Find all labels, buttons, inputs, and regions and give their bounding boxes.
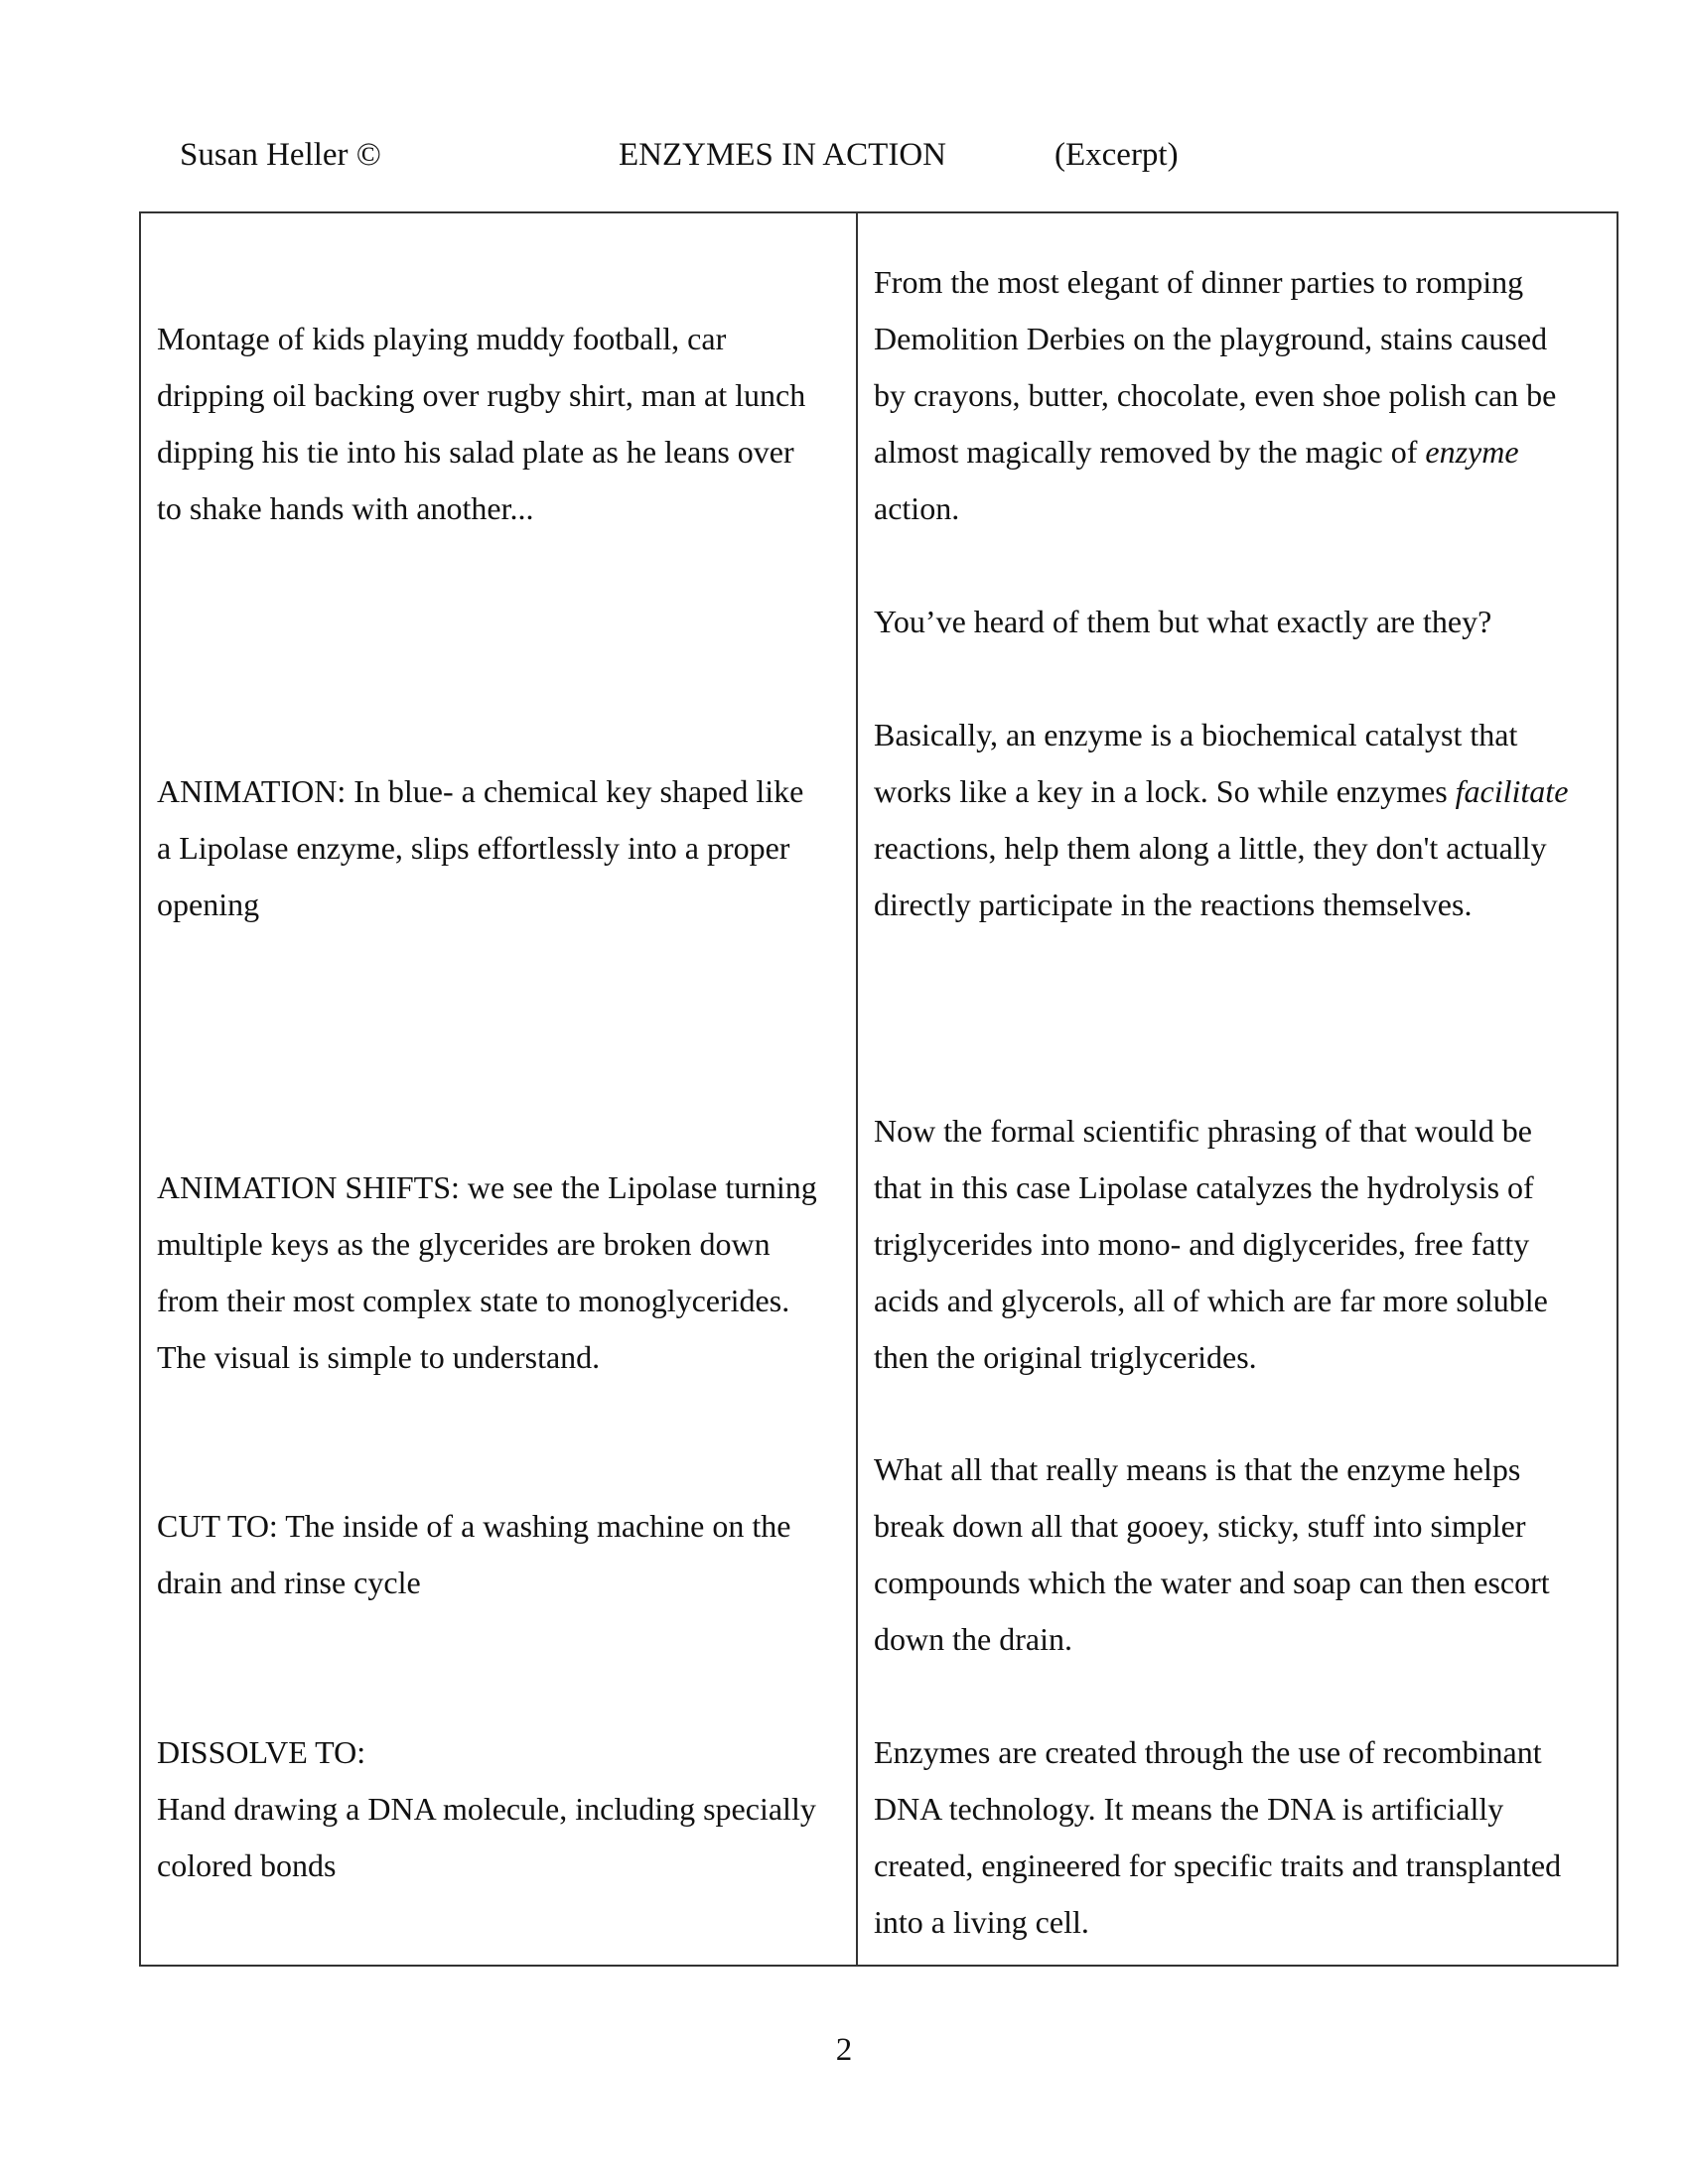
header-author: Susan Heller © [180, 137, 381, 173]
narration-intro: From the most elegant of dinner parties to romping Demolition Derbies on the playground, stains caused by crayons, butter, chocolate, even shoe polish can be almost magically removed by the magic of enzyme action. [874, 264, 1557, 526]
visual-cue-dissolve-to: DISSOLVE TO: Hand drawing a DNA molecule, including specially colored bonds [157, 1734, 816, 1883]
narration-scientific: Now the formal scientific phrasing of that would be that in this case Lipolase catalyzes the hydrolysis of triglycerides into mono- and diglycerides, free fatty acids and glycerols, all of which are far more soluble then the original triglycerides. [874, 1113, 1548, 1375]
visual-cue-animation: ANIMATION: In blue- a chemical key shaped like a Lipolase enzyme, slips effortlessly into a proper opening [157, 773, 804, 922]
narration-meaning: What all that really means is that the enzyme helps break down all that gooey, sticky, stuff into simpler compounds which the water and soap can then escort down the drain. [874, 1451, 1550, 1657]
script-table [139, 211, 1618, 1967]
column-divider [856, 213, 858, 1965]
visual-cue-cut-to: CUT TO: The inside of a washing machine on the drain and rinse cycle [157, 1508, 791, 1600]
page-number: 2 [835, 2032, 853, 2068]
narration-recombinant-dna: Enzymes are created through the use of recombinant DNA technology. It means the DNA is artificially created, engineered for specific traits and transplanted into a living cell. [874, 1734, 1562, 1940]
header-title: ENZYMES IN ACTION [619, 137, 946, 173]
narration-definition: Basically, an enzyme is a biochemical catalyst that works like a key in a lock. So while enzymes facilitate reactions, help them along a little, they don't actually directly participate in the reactions themselves. [874, 717, 1569, 922]
emphasis-facilitate: facilitate [1455, 773, 1569, 809]
emphasis-enzyme: enzyme [1425, 434, 1519, 470]
visual-cue-montage: Montage of kids playing muddy football, car dripping oil backing over rugby shirt, man at lunch dipping his tie into his salad plate as he leans over to shake hands with another... [157, 321, 806, 526]
visual-cue-animation-shifts: ANIMATION SHIFTS: we see the Lipolase turning multiple keys as the glycerides are broken down from their most complex state to monoglycerides. The visual is simple to understand. [157, 1169, 817, 1375]
header-excerpt-note: (Excerpt) [1055, 137, 1179, 173]
narration-question: You’ve heard of them but what exactly are they? [874, 604, 1492, 639]
